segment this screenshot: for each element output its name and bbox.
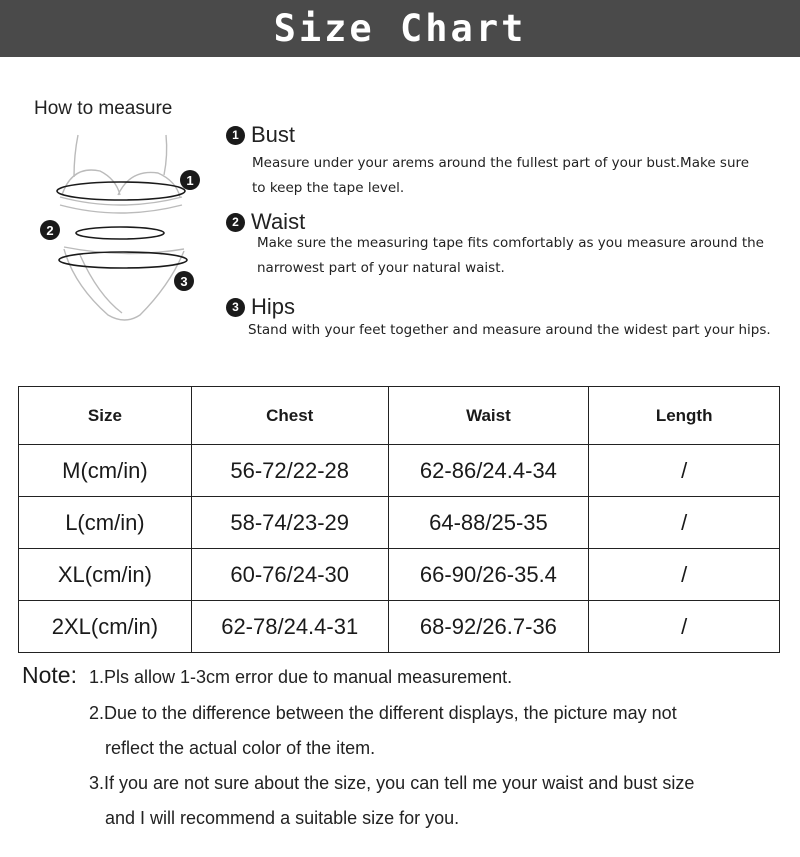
how-to-measure-title: How to measure <box>34 98 173 119</box>
table-row <box>19 497 780 549</box>
hips-tape-line <box>59 252 187 268</box>
size-cell: M(cm/in) <box>19 445 192 497</box>
table-row <box>19 445 780 497</box>
step-desc-waist: Make sure the measuring tape fits comfortably as you measure around the narrowest part of your natural waist. <box>257 235 764 276</box>
waist-cell: 66-90/26-35.4 <box>388 549 589 601</box>
size-cell: L(cm/in) <box>19 497 192 549</box>
bikini-figure-illustration <box>30 125 220 340</box>
column-header-size: Size <box>19 387 192 445</box>
column-header-waist: Waist <box>388 387 589 445</box>
chest-cell: 58-74/23-29 <box>191 497 388 549</box>
step-desc-hips: Stand with your feet together and measure around the widest part your hips. <box>248 322 771 338</box>
size-table <box>18 386 780 653</box>
chest-cell: 56-72/22-28 <box>191 445 388 497</box>
step-title-waist: Waist <box>251 209 306 234</box>
column-header-chest: Chest <box>191 387 388 445</box>
step-bust <box>226 122 749 201</box>
page-title: Size Chart <box>273 7 527 50</box>
figure-marker-3: 3 <box>180 274 188 289</box>
figure-marker-2: 2 <box>46 223 54 238</box>
step-title-bust: Bust <box>251 122 296 147</box>
chest-cell: 60-76/24-30 <box>191 549 388 601</box>
table-row <box>19 601 780 653</box>
note-label: Note: <box>22 662 77 688</box>
size-cell: 2XL(cm/in) <box>19 601 192 653</box>
waist-cell: 68-92/26.7-36 <box>388 601 589 653</box>
figure-marker-1: 1 <box>186 173 194 188</box>
step-waist <box>226 209 764 281</box>
header-bar <box>0 0 800 57</box>
step-number-3: 3 <box>226 298 245 317</box>
waist-cell: 62-86/24.4-34 <box>388 445 589 497</box>
step-title-hips: Hips <box>251 294 296 319</box>
note-line-4: 3.If you are not sure about the size, you can tell me your waist and bust size <box>89 773 695 793</box>
table-header-row <box>19 387 780 445</box>
table-row <box>19 549 780 601</box>
step-number-1: 1 <box>226 126 245 145</box>
step-desc-bust: Measure under your arems around the fullest part of your bust.Make sure to keep the tape level. <box>252 155 750 196</box>
chest-cell: 62-78/24.4-31 <box>191 601 388 653</box>
length-cell: / <box>589 445 780 497</box>
note-line-1: 1.Pls allow 1-3cm error due to manual measurement. <box>89 667 513 687</box>
size-cell: XL(cm/in) <box>19 549 192 601</box>
length-cell: / <box>589 601 780 653</box>
note-line-5: and I will recommend a suitable size for you. <box>105 808 460 828</box>
step-hips <box>226 294 771 343</box>
bust-tape-line <box>57 182 185 200</box>
length-cell: / <box>589 549 780 601</box>
length-cell: / <box>589 497 780 549</box>
waist-tape-line <box>76 227 164 239</box>
step-number-2: 2 <box>226 213 245 232</box>
waist-cell: 64-88/25-35 <box>388 497 589 549</box>
note-line-2: 2.Due to the difference between the different displays, the picture may not <box>89 703 677 723</box>
note-line-3: reflect the actual color of the item. <box>105 738 376 758</box>
column-header-length: Length <box>589 387 780 445</box>
